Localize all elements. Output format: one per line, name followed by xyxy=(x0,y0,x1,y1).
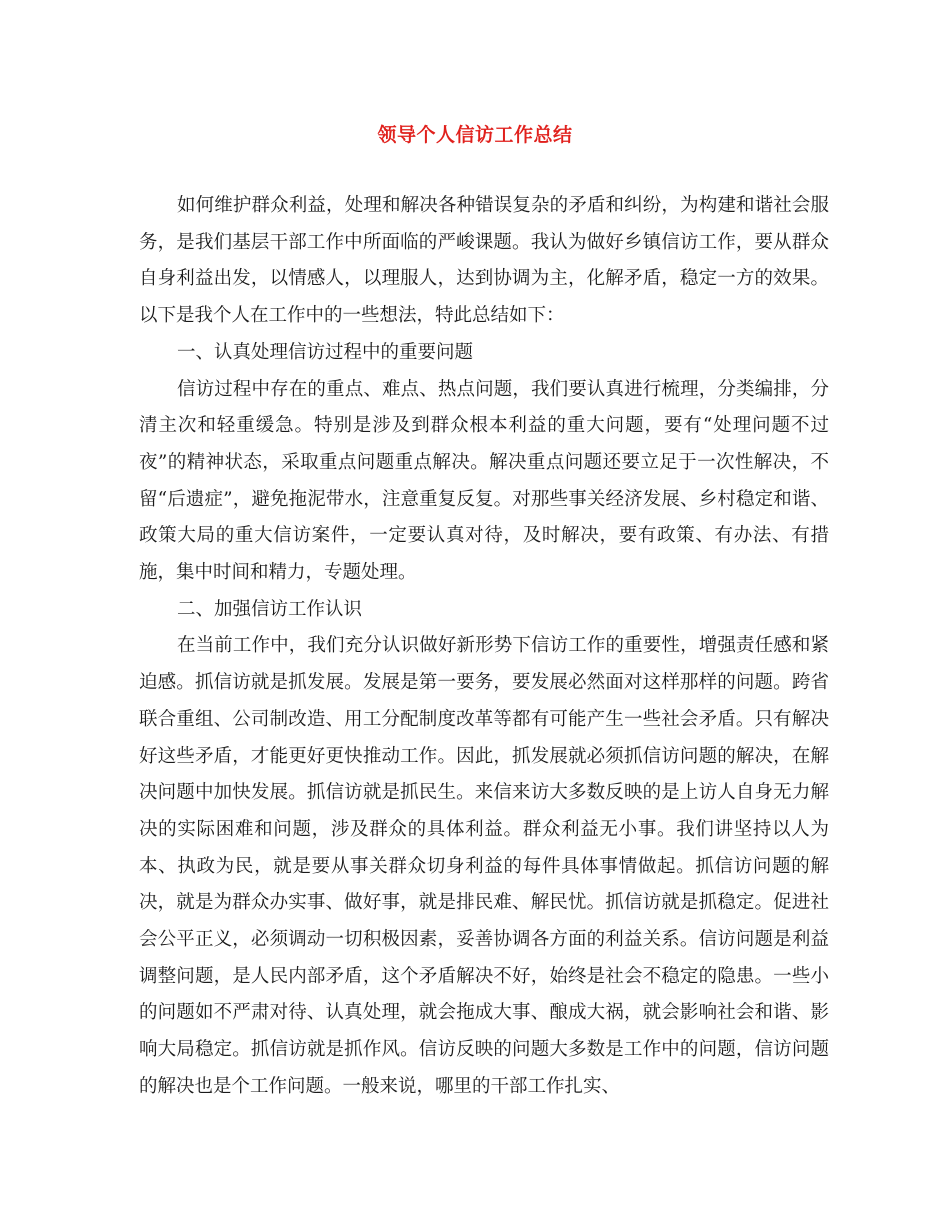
document-title: 领导个人信访工作总结 xyxy=(377,124,573,146)
section-heading-2: 二、加强信访工作认识 xyxy=(177,598,363,620)
document-body xyxy=(139,188,829,1106)
section-1-paragraph: 信访过程中存在的重点、难点、热点问题，我们要认真进行梳理，分类编排，分清主次和轻重缓急。特别是涉及到群众根本利益的重大问题，要有“处理问题不过夜”的精神状态，采取重点问题重点解决。解决重点问题还要立足于一次性解决，不留“后遗症”，避免拖泥带水，注意重复反复。对那些事关经济发展、乡村稳定和谐、政策大局的重大信访案件，一定要认真对待，及时解决，要有政策、有办法、有措施，集中时间和精力，专题处理。 xyxy=(139,378,829,584)
section-2-paragraph: 在当前工作中，我们充分认识做好新形势下信访工作的重要性，增强责任感和紧迫感。抓信访就是抓发展。发展是第一要务，要发展必然面对这样那样的问题。跨省联合重组、公司制改造、用工分配制度改革等都有可能产生一些社会矛盾。只有解决好这些矛盾，才能更好更快推动工作。因此，抓发展就必须抓信访问题的解决，在解决问题中加快发展。抓信访就是抓民生。来信来访大多数反映的是上访人自身无力解决的实际困难和问题，涉及群众的具体利益。群众利益无小事。我们讲坚持以人为本、执政为民，就是要从事关群众切身利益的每件具体事情做起。抓信访问题的解决，就是为群众办实事、做好事，就是排民难、解民忧。抓信访就是抓稳定。促进社会公平正义，必须调动一切积极因素，妥善协调各方面的利益关系。信访问题是利益调整问题，是人民内部矛盾，这个矛盾解决不好，始终是社会不稳定的隐患。一些小的问题如不严肃对待、认真处理，就会拖成大事、酿成大祸，就会影响社会和谐、影响大局稳定。抓信访就是抓作风。信访反映的问题大多数是工作中的问题，信访问题的解决也是个工作问题。一般来说，哪里的干部工作扎实、 xyxy=(139,635,829,1097)
intro-paragraph: 如何维护群众利益，处理和解决各种错误复杂的矛盾和纠纷，为构建和谐社会服务，是我们基层干部工作中所面临的严峻课题。我认为做好乡镇信访工作，要从群众自身利益出发，以情感人，以理服人，达到协调为主，化解矛盾，稳定一方的效果。以下是我个人在工作中的一些想法，特此总结如下： xyxy=(139,195,829,327)
section-heading-1: 一、认真处理信访过程中的重要问题 xyxy=(177,341,474,363)
